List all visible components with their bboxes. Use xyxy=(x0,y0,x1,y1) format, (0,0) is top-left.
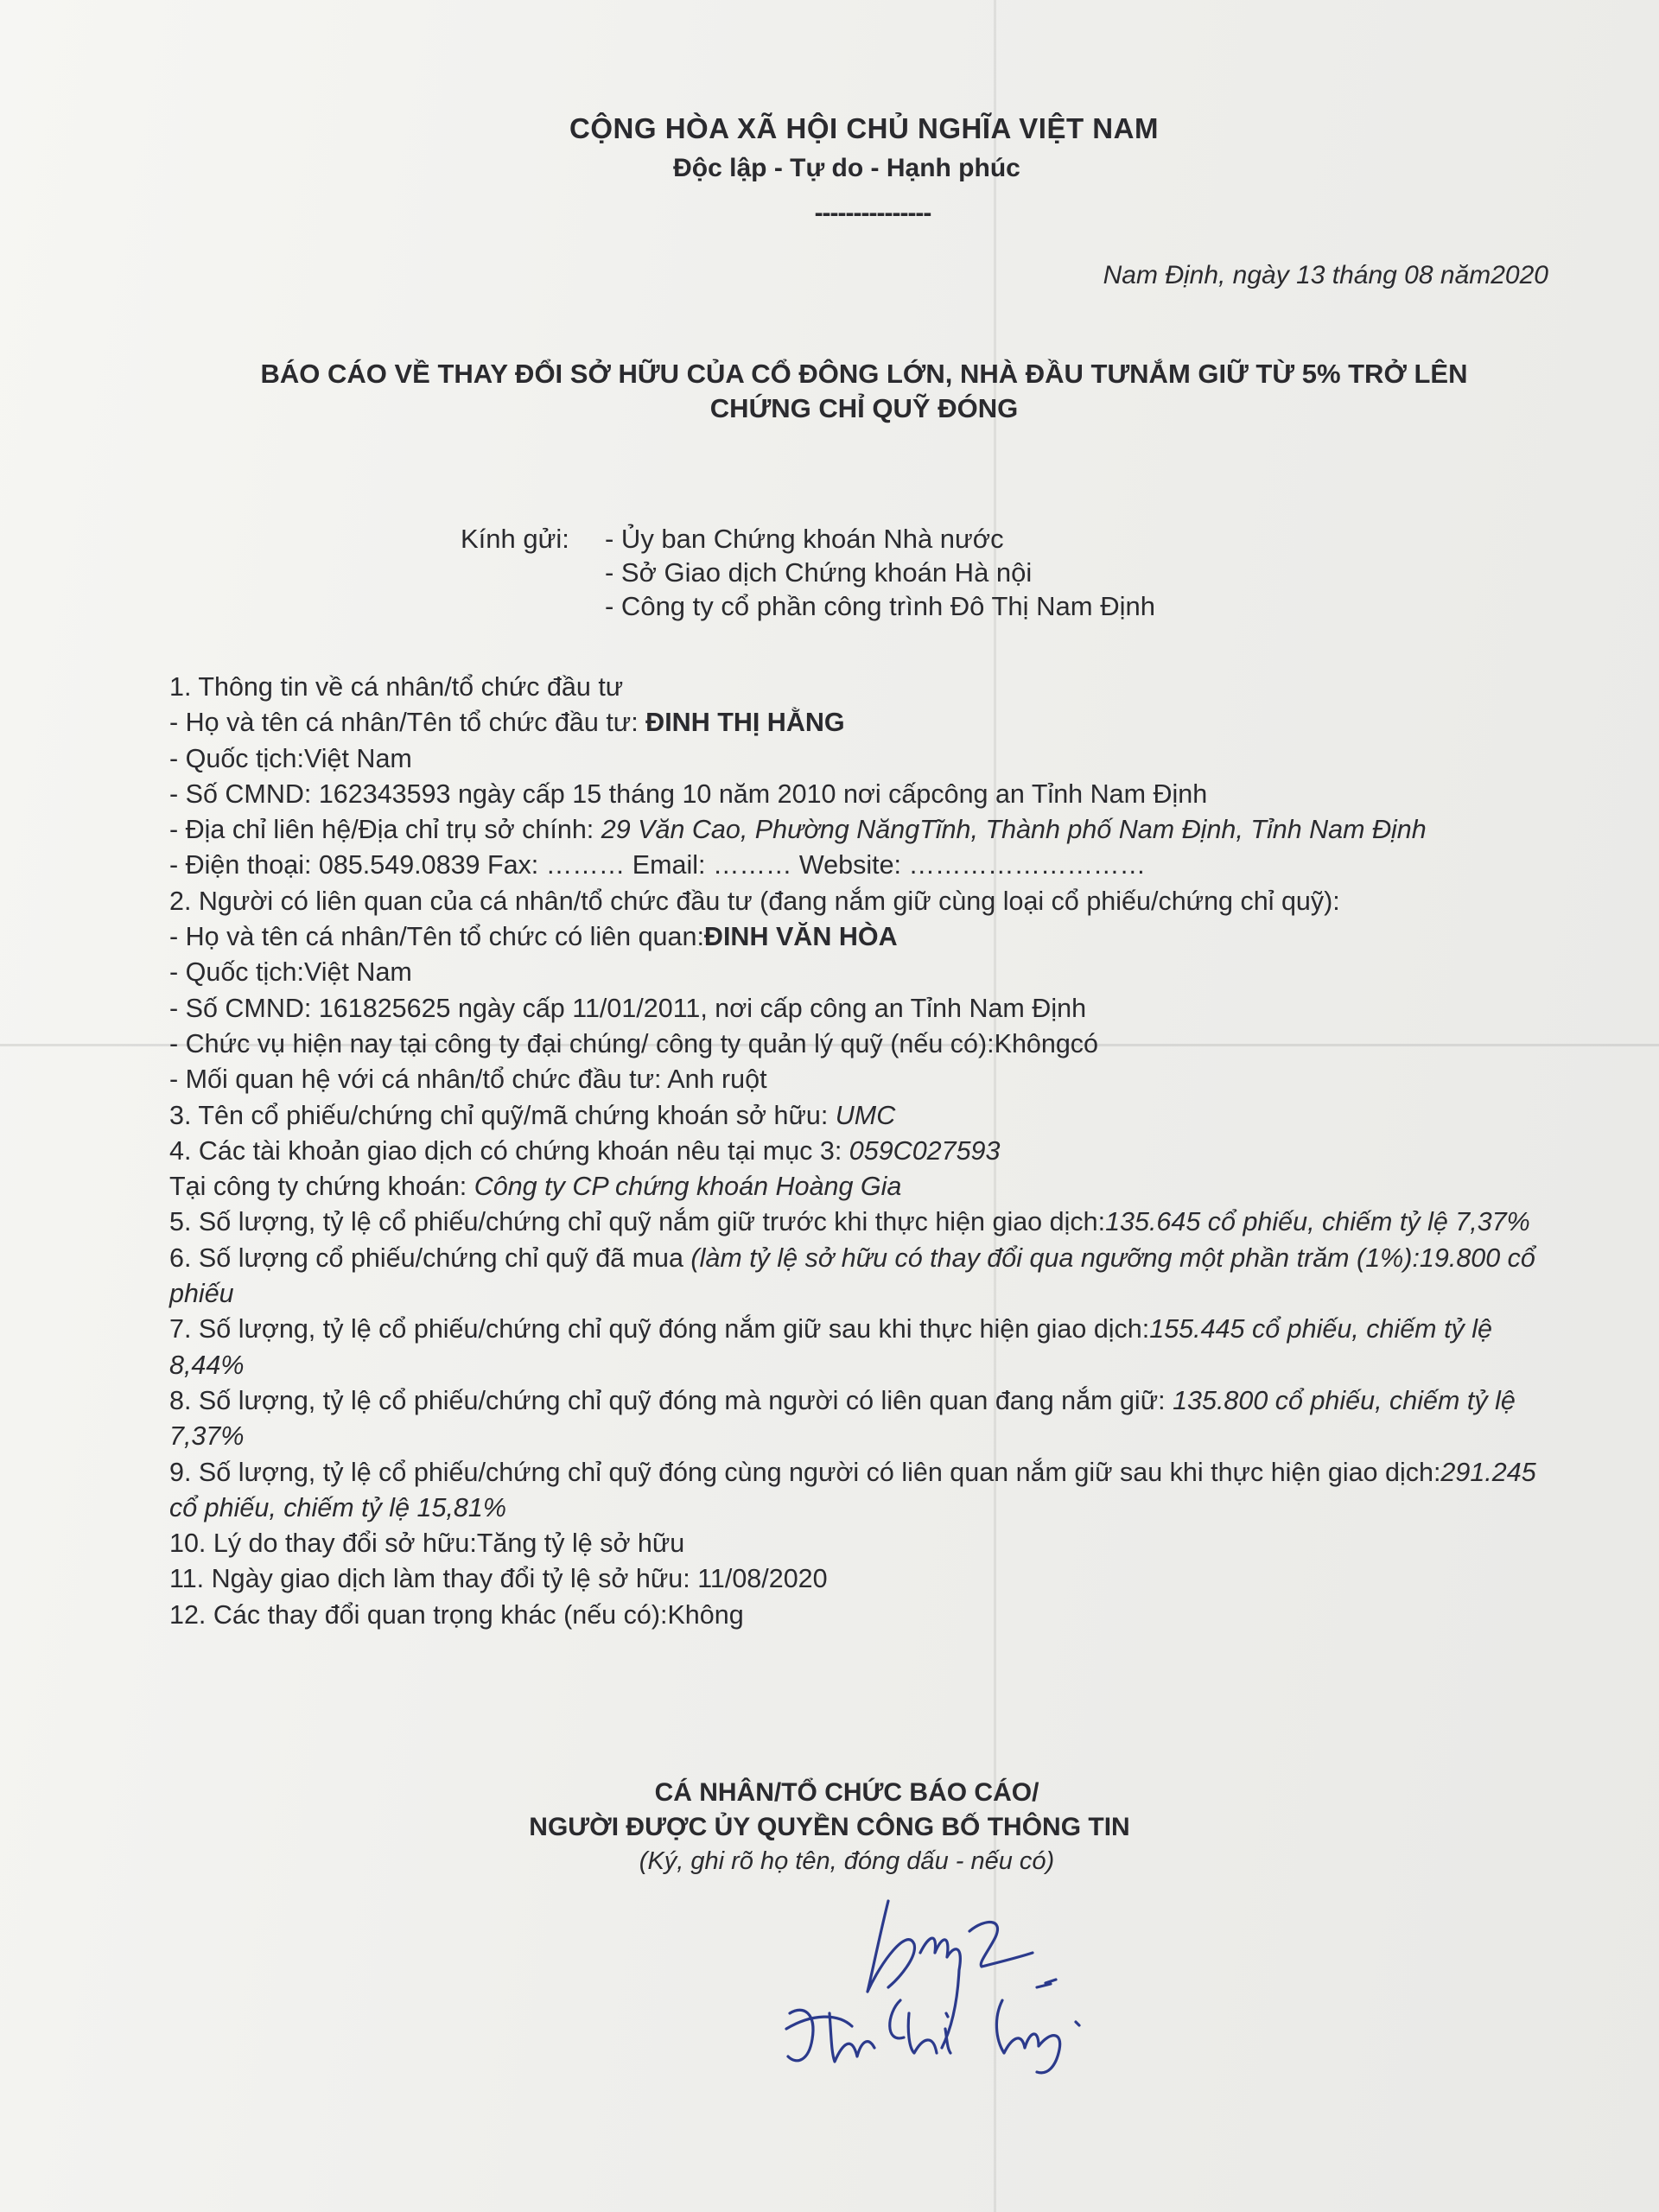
document-title xyxy=(173,357,1555,426)
section3-label: 3. Tên cổ phiếu/chứng chỉ quỹ/mã chứng khoán sở hữu: xyxy=(169,1100,836,1130)
place-date: Nam Định, ngày 13 tháng 08 năm2020 xyxy=(1103,261,1548,289)
section8-label: 8. Số lượng, tỷ lệ cổ phiếu/chứng chỉ quỹ đóng mà người có liên quan đang nắm giữ: xyxy=(169,1385,1173,1415)
section2-heading: 2. Người có liên quan của cá nhân/tổ chức đầu tư (đang nắm giữ cùng loại cổ phiếu/chứng chỉ quỹ): xyxy=(169,886,1340,916)
related-nationality: - Quốc tịch:Việt Nam xyxy=(169,957,412,988)
section4-line xyxy=(169,1134,1569,1169)
section9-label: 9. Số lượng, tỷ lệ cổ phiếu/chứng chỉ quỹ đóng cùng người có liên quan nắm giữ sau khi thực hiện giao dịch: xyxy=(169,1457,1441,1487)
related-name-label: - Họ và tên cá nhân/Tên tổ chức có liên quan: xyxy=(169,922,704,952)
section6-label: 6. Số lượng cổ phiếu/chứng chỉ quỹ đã mua xyxy=(169,1243,691,1273)
section5-label: 5. Số lượng, tỷ lệ cổ phiếu/chứng chỉ quỹ nắm giữ trước khi thực hiện giao dịch: xyxy=(169,1207,1106,1237)
recipient-item: - Công ty cổ phần công trình Đô Thị Nam Định xyxy=(605,591,1155,621)
signature-name-text: Đinh Thị Hằng xyxy=(778,1884,784,1885)
section9-value: 291.245 cổ phiếu, chiếm tỷ lệ 15,81% xyxy=(169,1457,1536,1522)
broker-name: Công ty CP chứng khoán Hoàng Gia xyxy=(474,1172,902,1202)
handwritten-signature xyxy=(778,1884,1227,2082)
related-name-value: ĐINH VĂN HÒA xyxy=(703,922,898,952)
investor-contact-line: - Điện thoại: 085.549.0839 Fax: ……… Email: ……… Website: ……………………… xyxy=(169,850,1146,880)
section6-value: (làm tỷ lệ sở hữu có thay đổi qua ngưỡng một phần trăm (1%):19.800 cổ phiếu xyxy=(169,1243,1535,1309)
section7-line xyxy=(169,1312,1569,1383)
signature-title-line2: NGƯỜI ĐƯỢC ỦY QUYỀN CÔNG BỐ THÔNG TIN xyxy=(529,1813,1130,1841)
investor-nationality: - Quốc tịch:Việt Nam xyxy=(169,743,412,773)
section5-value: 135.645 cổ phiếu, chiếm tỷ lệ 7,37% xyxy=(1105,1207,1530,1237)
signature-block xyxy=(0,1778,1659,1876)
section12-line: 12. Các thay đổi quan trọng khác (nếu có):Không xyxy=(169,1599,744,1630)
section6-line xyxy=(169,1241,1569,1313)
investor-name-label: - Họ và tên cá nhân/Tên tổ chức đầu tư: xyxy=(169,708,646,738)
security-code: UMC xyxy=(835,1100,896,1130)
section9-line xyxy=(169,1455,1569,1527)
report-body xyxy=(169,670,1569,1633)
nation-title: CỘNG HÒA XÃ HỘI CHỦ NGHĨA VIỆT NAM xyxy=(569,112,1159,144)
section11-line: 11. Ngày giao dịch làm thay đổi tỷ lệ sở hữu: 11/08/2020 xyxy=(169,1564,828,1594)
section1-heading: 1. Thông tin về cá nhân/tổ chức đầu tư xyxy=(169,672,624,702)
national-header xyxy=(0,112,1659,228)
section7-label: 7. Số lượng, tỷ lệ cổ phiếu/chứng chỉ quỹ đóng nắm giữ sau khi thực hiện giao dịch: xyxy=(169,1314,1150,1344)
recipient-item: - Sở Giao dịch Chứng khoán Hà nội xyxy=(605,557,1033,588)
investor-address-label: - Địa chỉ liên hệ/Địa chỉ trụ sở chính: xyxy=(169,815,601,845)
related-relation: - Mối quan hệ với cá nhân/tổ chức đầu tư: Anh ruột xyxy=(169,1065,767,1095)
nation-motto: Độc lập - Tự do - Hạnh phúc xyxy=(673,154,1020,182)
signature-title-line1: CÁ NHÂN/TỔ CHỨC BÁO CÁO/ xyxy=(654,1778,1039,1807)
investor-name-line xyxy=(169,705,1569,741)
signature-instruction: (Ký, ghi rõ họ tên, đóng dấu - nếu có) xyxy=(639,1847,1055,1875)
section5-line xyxy=(169,1205,1569,1240)
section8-value: 135.800 cổ phiếu, chiếm tỷ lệ 7,37% xyxy=(169,1385,1516,1452)
recipients-list xyxy=(605,522,1155,623)
section10-line: 10. Lý do thay đổi sở hữu:Tăng tỷ lệ sở hữu xyxy=(169,1529,685,1559)
trading-account: 059C027593 xyxy=(849,1135,1001,1166)
recipient-item: - Ủy ban Chứng khoán Nhà nước xyxy=(605,524,1004,554)
investor-address-value: 29 Văn Cao, Phường NăngTĩnh, Thành phố Nam Định, Tỉnh Nam Định xyxy=(601,815,1427,845)
related-position: - Chức vụ hiện nay tại công ty đại chúng/ công ty quản lý quỹ (nếu có):Khôngcó xyxy=(169,1028,1099,1058)
section8-line xyxy=(169,1383,1569,1455)
section3-line xyxy=(169,1098,1569,1134)
related-id-line: - Số CMND: 161825625 ngày cấp 11/01/2011, nơi cấp công an Tỉnh Nam Định xyxy=(169,993,1087,1023)
investor-name-value: ĐINH THỊ HẰNG xyxy=(645,708,845,738)
header-separator: --------------- xyxy=(814,199,931,227)
document-title-line2: CHỨNG CHỈ QUỸ ĐÓNG xyxy=(709,393,1019,423)
recipients-label: Kính gửi: xyxy=(461,524,569,554)
broker-line xyxy=(169,1169,1569,1205)
investor-address-line xyxy=(169,812,1569,848)
broker-label: Tại công ty chứng khoán: xyxy=(169,1172,474,1202)
related-name-line xyxy=(169,919,1569,955)
investor-id-line: - Số CMND: 162343593 ngày cấp 15 tháng 10 năm 2010 nơi cấpcông an Tỉnh Nam Định xyxy=(169,779,1208,809)
document-title-line1: BÁO CÁO VỀ THAY ĐỔI SỞ HỮU CỦA CỔ ĐÔNG LỚN, NHÀ ĐẦU TƯNẮM GIỮ TỪ 5% TRỞ LÊN xyxy=(260,359,1468,389)
section7-value: 155.445 cổ phiếu, chiếm tỷ lệ 8,44% xyxy=(169,1314,1493,1380)
section4-label: 4. Các tài khoản giao dịch có chứng khoán nêu tại mục 3: xyxy=(169,1135,849,1166)
